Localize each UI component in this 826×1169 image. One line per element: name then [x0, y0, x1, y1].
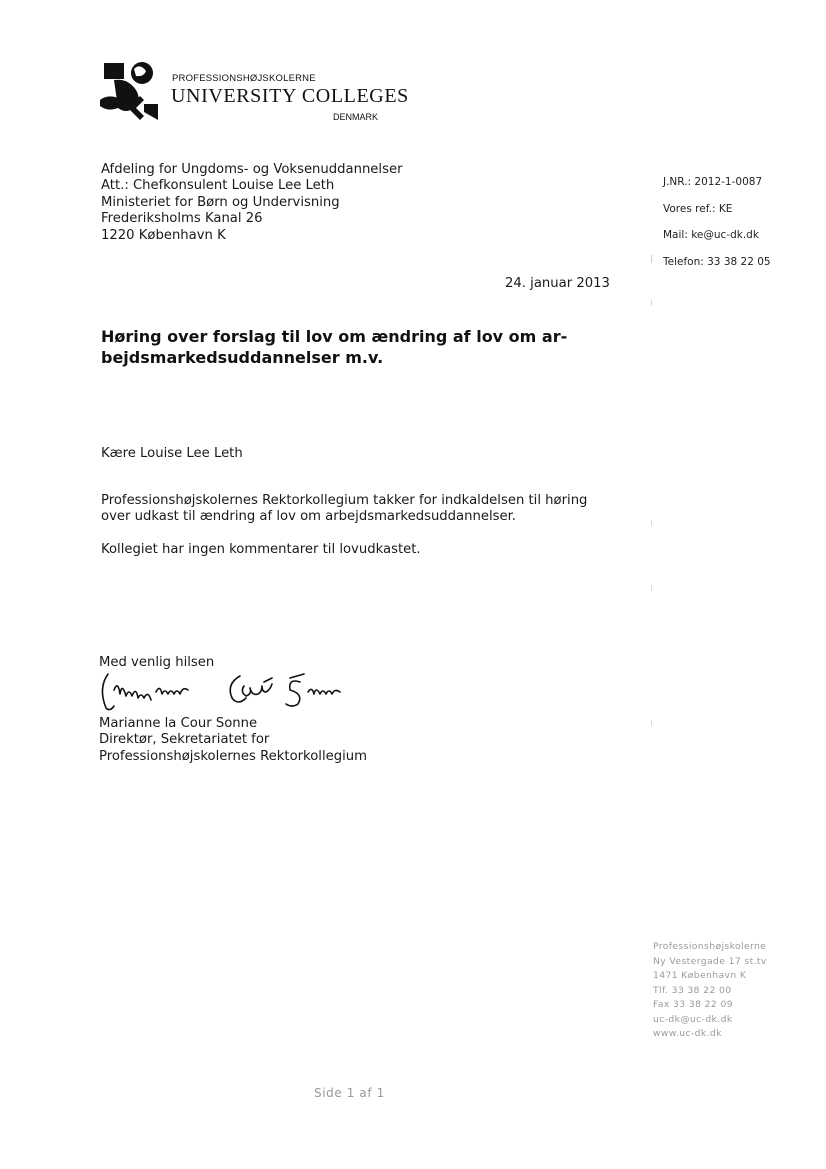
reference-info — [663, 176, 771, 282]
salutation: Kære Louise Lee Leth — [101, 446, 243, 461]
body-line: Professionshøjskolernes Rektorkollegium takker for indkaldelsen til høring — [101, 493, 588, 508]
signer-title: Direktør, Sekretariatet for — [99, 732, 270, 748]
page-number: Side 1 af 1 — [314, 1086, 385, 1100]
body-paragraph-2: Kollegiet har ingen kommentarer til lovudkastet. — [101, 542, 421, 557]
recipient-line: Frederiksholms Kanal 26 — [101, 211, 263, 227]
footer-line: uc-dk@uc-dk.dk — [653, 1013, 733, 1025]
footer-line: Ny Vestergade 17 st.tv — [653, 955, 767, 967]
recipient-address — [101, 162, 403, 244]
signer-block — [99, 716, 367, 765]
body-line: over udkast til ændring af lov om arbejdsmarkedsuddannelser. — [101, 509, 516, 525]
journal-number: J.NR.: 2012-1-0087 — [663, 176, 763, 188]
letter-date: 24. januar 2013 — [505, 276, 610, 291]
scan-speck — [651, 720, 652, 726]
handwritten-signature-icon — [94, 668, 374, 714]
recipient-line: Afdeling for Ungdoms- og Voksenuddannelser — [101, 162, 403, 177]
footer-line: Professionshøjskolerne — [653, 941, 767, 952]
footer-line: 1471 København K — [653, 970, 747, 981]
letter-subject — [101, 327, 601, 368]
subject-line: bejdsmarkedsuddannelser m.v. — [101, 347, 384, 367]
signer-name: Marianne la Cour Sonne — [99, 716, 258, 731]
recipient-line: 1220 København K — [101, 227, 226, 243]
subject-line: Høring over forslag til lov om ændring af lov om ar- — [101, 327, 568, 346]
our-reference: Vores ref.: KE — [663, 202, 733, 215]
org-name-main: UNIVERSITY COLLEGES — [171, 85, 409, 107]
phone-number: Telefon: 33 38 22 05 — [663, 255, 771, 268]
scan-speck — [651, 520, 652, 526]
signer-title: Professionshøjskolernes Rektorkollegium — [99, 748, 367, 764]
university-colleges-logo-icon — [98, 60, 162, 124]
body-paragraph-1 — [101, 493, 641, 526]
footer-contact — [653, 940, 767, 1042]
org-name-top: PROFESSIONSHØJSKOLERNE — [172, 73, 316, 84]
closing: Med venlig hilsen — [99, 655, 215, 670]
margin-mark — [651, 255, 652, 263]
scan-speck — [651, 585, 652, 591]
footer-line: Tlf. 33 38 22 00 — [653, 984, 732, 996]
footer-line: Fax 33 38 22 09 — [653, 999, 733, 1010]
recipient-line: Att.: Chefkonsulent Louise Lee Leth — [101, 178, 335, 194]
recipient-line: Ministeriet for Børn og Undervisning — [101, 194, 340, 210]
footer-line: www.uc-dk.dk — [653, 1028, 722, 1039]
org-name-country: DENMARK — [333, 112, 379, 122]
mail-address: Mail: ke@uc-dk.dk — [663, 229, 759, 241]
scan-speck — [651, 300, 652, 306]
